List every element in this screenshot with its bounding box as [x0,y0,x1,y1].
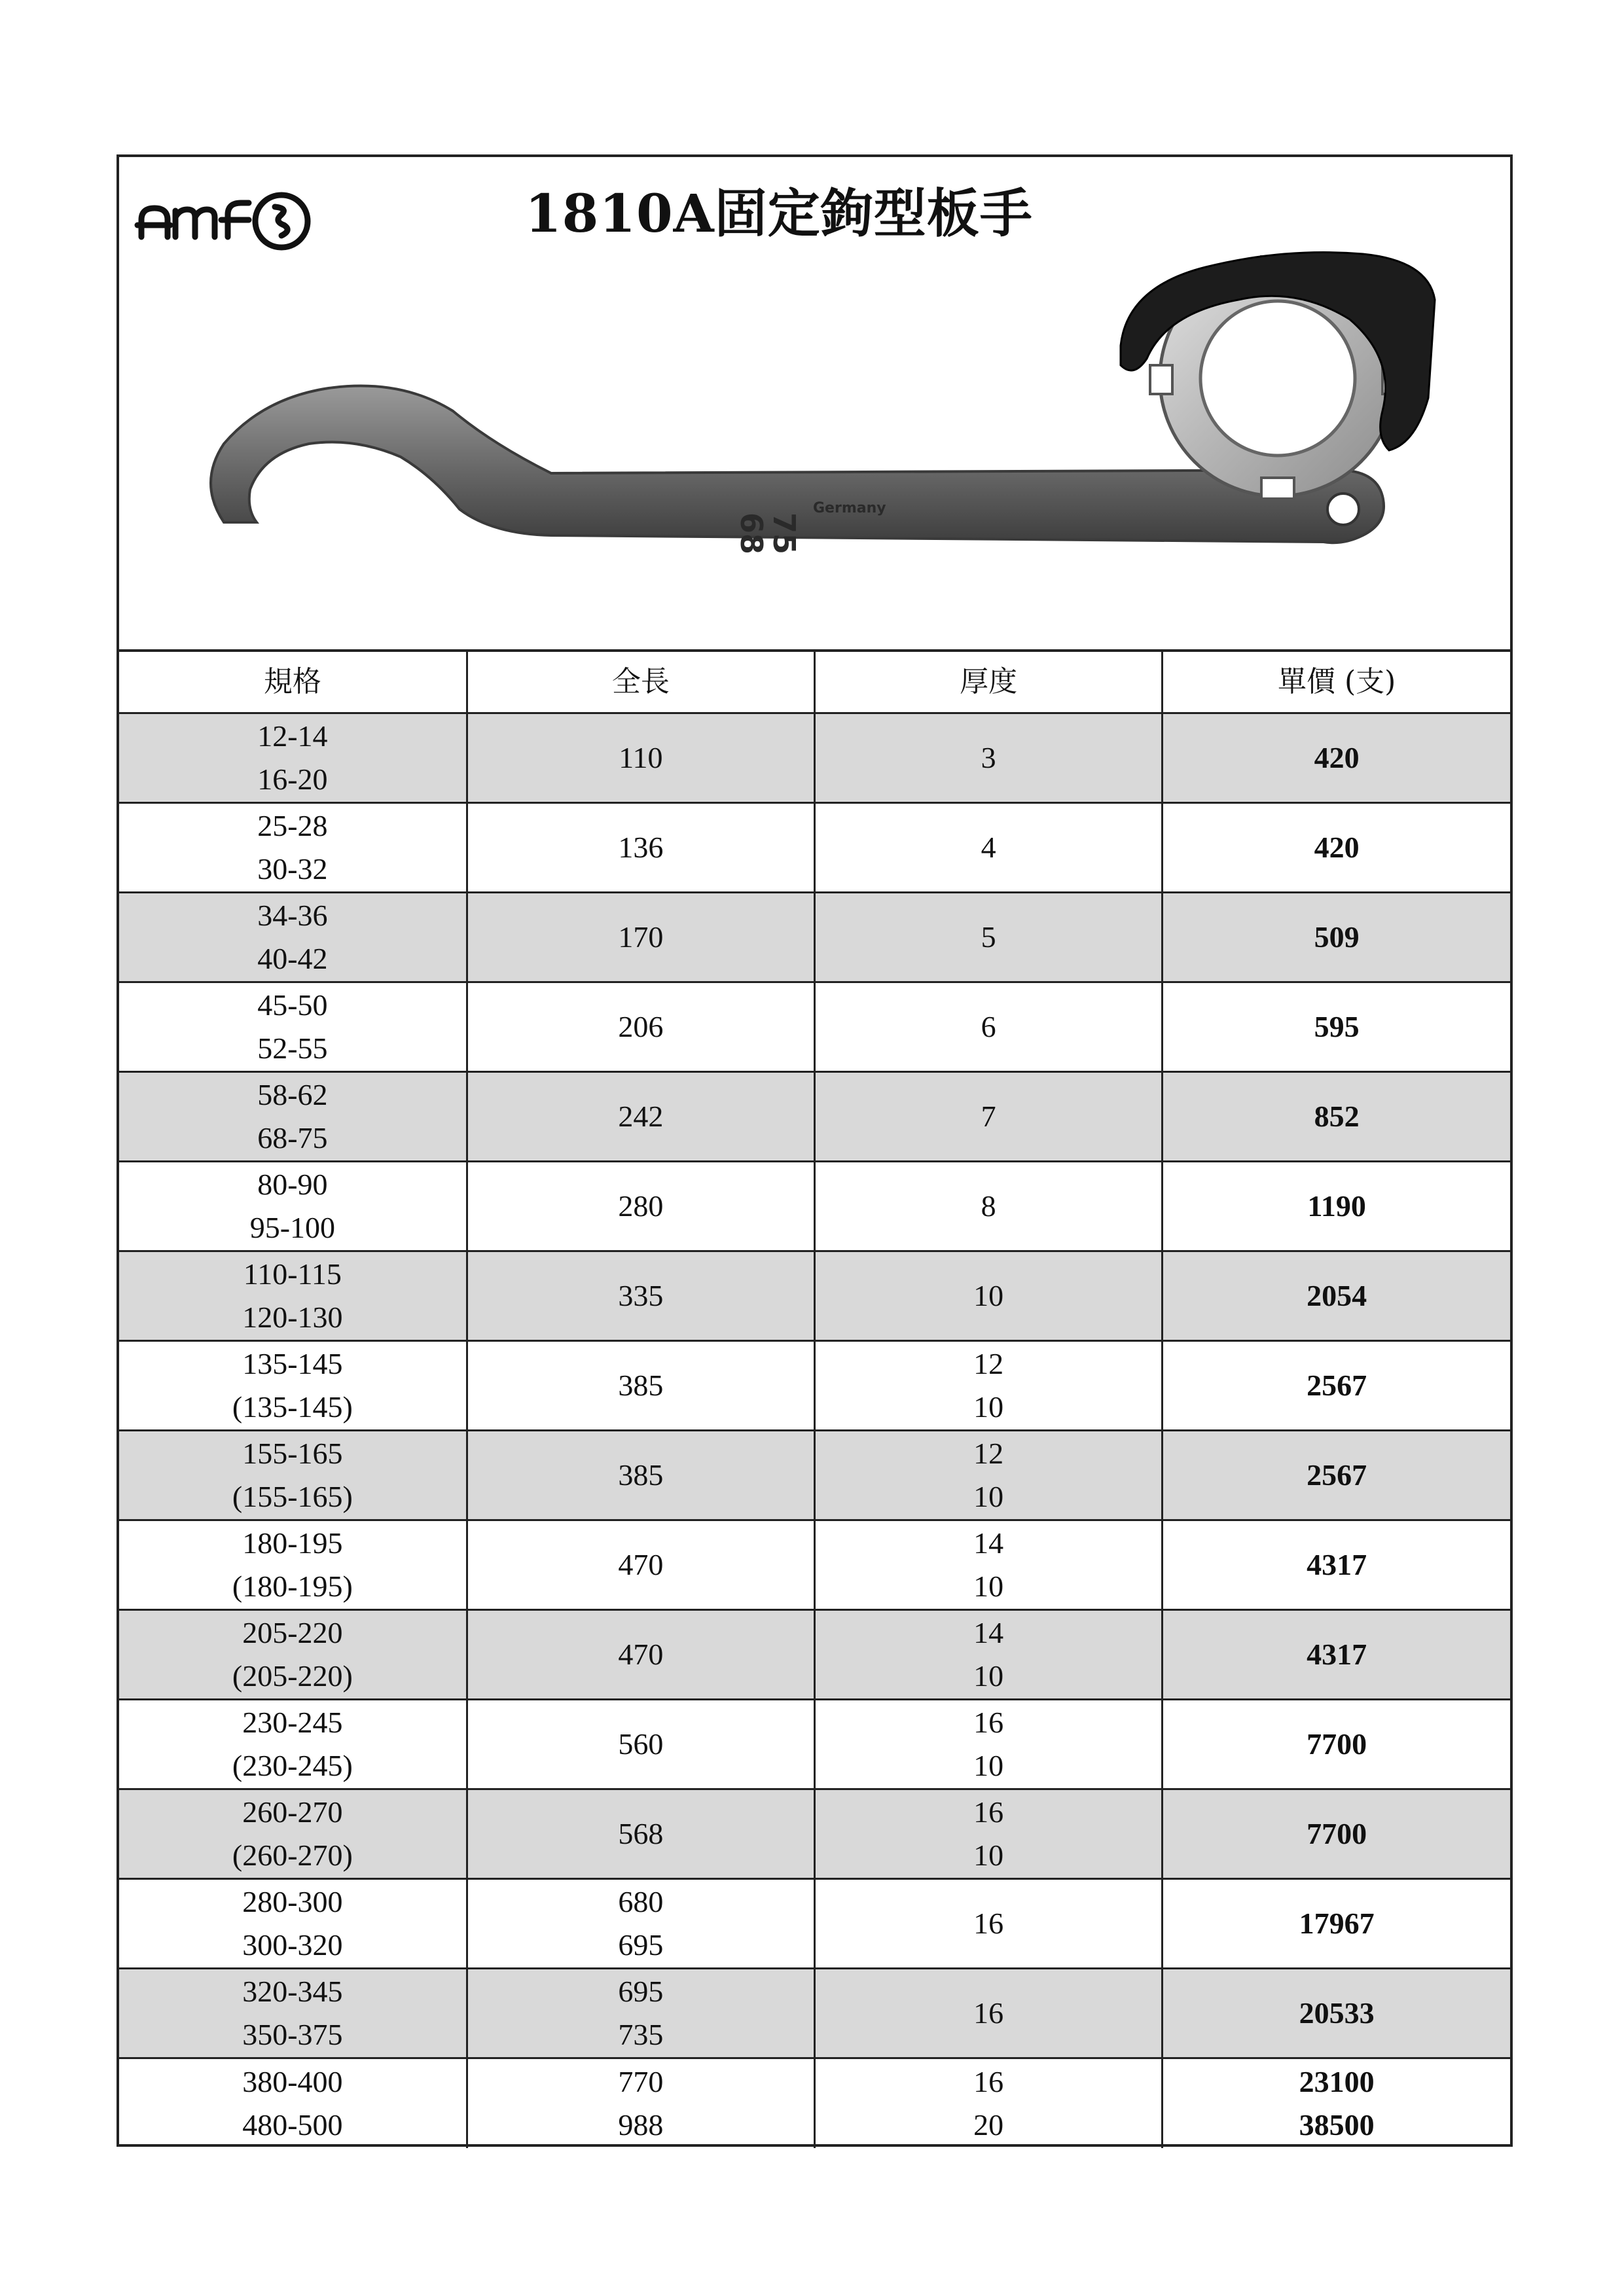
length-cell [467,1700,814,1789]
spec-cell-line: (230-245) [232,1749,353,1782]
thickness-cell [815,1789,1163,1879]
price-cell [1163,1700,1510,1789]
length-cell-line: 770 [618,2064,664,2098]
spec-cell [119,2058,467,2148]
amf-logo [132,174,329,259]
spec-cell-line: 180-195 [242,1526,343,1560]
spec-cell-line: 260-270 [242,1795,343,1829]
spec-cell-line: 58-62 [257,1078,328,1111]
hook-wrench-photo [185,247,1441,632]
length-cell-line: 680 [618,1885,664,1918]
spec-cell-line: (155-165) [232,1480,353,1513]
length-cell [467,982,814,1072]
thickness-cell [815,982,1163,1072]
spec-cell [119,1520,467,1610]
thickness-cell [815,803,1163,893]
length-cell [467,1520,814,1610]
thickness-cell-line: 7 [981,1100,996,1133]
price-cell [1163,713,1510,803]
spec-cell [119,1162,467,1251]
spec-cell-line: (180-195) [232,1570,353,1603]
price-cell-line: 7700 [1307,1817,1367,1850]
catalog-header [119,157,1510,649]
thickness-cell-line: 3 [981,741,996,774]
thickness-cell-line: 10 [973,1279,1004,1312]
spec-cell-line: 16-20 [257,762,328,796]
table-row [119,982,1510,1072]
price-cell-line: 7700 [1307,1727,1367,1761]
spec-cell-line: 300-320 [242,1928,343,1962]
length-cell-line: 136 [618,831,664,864]
price-cell [1163,1251,1510,1341]
table-row [119,713,1510,803]
price-cell-line: 4317 [1307,1638,1367,1671]
price-cell [1163,1789,1510,1879]
table-row [119,1072,1510,1162]
spec-cell [119,1789,467,1879]
thickness-cell-line: 4 [981,831,996,864]
spec-cell [119,893,467,982]
thickness-cell [815,1072,1163,1162]
spec-cell-line: 80-90 [257,1168,328,1201]
length-cell-line: 988 [618,2108,664,2142]
thickness-cell [815,1879,1163,1969]
length-cell [467,893,814,982]
thickness-cell [815,1431,1163,1520]
thickness-cell-line: 10 [973,1749,1004,1782]
table-row [119,1789,1510,1879]
table-row [119,893,1510,982]
table-row [119,2058,1510,2148]
thickness-cell-line: 14 [973,1526,1004,1560]
thickness-cell-line: 16 [973,1907,1004,1940]
spec-cell-line: 380-400 [242,2064,343,2098]
thickness-cell [815,1520,1163,1610]
table-row [119,1251,1510,1341]
price-cell-line: 420 [1314,741,1360,774]
length-cell-line: 470 [618,1638,664,1671]
page-title: 1810A固定鉤型板手 [525,183,1033,244]
price-table [119,649,1510,2148]
length-cell [467,1162,814,1251]
price-cell-line: 17967 [1299,1907,1375,1940]
column-header-thickness: 厚度 [815,651,1163,713]
thickness-cell [815,1700,1163,1789]
length-cell [467,1431,814,1520]
spec-cell-line: 25-28 [257,809,328,842]
length-cell [467,1969,814,2058]
length-cell-line: 110 [619,741,663,774]
thickness-cell-line: 20 [973,2108,1004,2142]
spec-cell-line: 110-115 [243,1257,342,1291]
length-cell [467,803,814,893]
price-cell [1163,1879,1510,1969]
spec-cell [119,1969,467,2058]
price-cell-line: 20533 [1299,1996,1375,2030]
thickness-cell-line: 16 [973,2064,1004,2098]
price-cell [1163,1610,1510,1700]
spec-cell-line: 12-14 [257,719,328,753]
length-cell-line: 470 [618,1548,664,1581]
spec-cell [119,1610,467,1700]
price-cell-line: 2567 [1307,1458,1367,1492]
thickness-cell-line: 12 [973,1347,1004,1380]
thickness-cell-line: 5 [981,920,996,954]
table-row [119,803,1510,893]
spec-cell-line: 280-300 [242,1885,343,1918]
thickness-cell [815,2058,1163,2148]
length-cell-line: 385 [618,1458,664,1492]
thickness-cell [815,1341,1163,1431]
thickness-cell [815,1969,1163,2058]
svg-text:Germany: Germany [813,500,886,516]
spec-cell-line: 320-345 [242,1975,343,2008]
spec-cell-line: 95-100 [249,1211,336,1244]
spec-cell-line: 205-220 [242,1616,343,1649]
thickness-cell-line: 8 [981,1189,996,1223]
length-cell [467,713,814,803]
spec-cell-line: 350-375 [242,2018,343,2051]
length-cell-line: 695 [618,1975,664,2008]
thickness-cell [815,1162,1163,1251]
spec-cell-line: (260-270) [232,1839,353,1872]
spec-cell [119,1341,467,1431]
price-cell [1163,803,1510,893]
price-cell-line: 852 [1314,1100,1360,1133]
column-header-length: 全長 [467,651,814,713]
spec-cell [119,1700,467,1789]
table-row [119,1520,1510,1610]
thickness-cell-line: 14 [973,1616,1004,1649]
price-cell [1163,2058,1510,2148]
spec-cell-line: 230-245 [242,1706,343,1739]
price-cell [1163,982,1510,1072]
length-cell [467,1341,814,1431]
length-cell-line: 335 [618,1279,664,1312]
spec-cell-line: (135-145) [232,1390,353,1424]
thickness-cell-line: 12 [973,1437,1004,1470]
length-cell-line: 280 [618,1189,664,1223]
spec-cell [119,1072,467,1162]
price-cell-line: 420 [1314,831,1360,864]
price-cell-line: 509 [1314,920,1360,954]
spec-cell [119,1879,467,1969]
length-cell-line: 242 [618,1100,664,1133]
thickness-cell [815,1610,1163,1700]
price-cell [1163,1162,1510,1251]
length-cell [467,1251,814,1341]
table-row [119,1610,1510,1700]
price-cell [1163,1431,1510,1520]
price-cell [1163,1072,1510,1162]
thickness-cell-line: 10 [973,1839,1004,1872]
svg-text:75: 75 [767,512,802,555]
spec-cell-line: 68-75 [257,1121,328,1155]
table-row [119,1431,1510,1520]
thickness-cell-line: 10 [973,1480,1004,1513]
spec-cell-line: 30-32 [257,852,328,886]
length-cell-line: 735 [618,2018,664,2051]
spec-cell [119,1431,467,1520]
spec-cell [119,713,467,803]
table-row [119,1341,1510,1431]
price-cell-line: 38500 [1299,2108,1375,2142]
spec-cell [119,803,467,893]
spec-cell-line: 40-42 [257,942,328,975]
length-cell [467,1610,814,1700]
spec-cell [119,982,467,1072]
thickness-cell [815,713,1163,803]
thickness-cell-line: 10 [973,1390,1004,1424]
brand-text: AMF [230,247,242,253]
thickness-cell [815,1251,1163,1341]
table-row [119,1162,1510,1251]
spec-cell-line: 155-165 [242,1437,343,1470]
thickness-cell [815,893,1163,982]
length-cell-line: 560 [618,1727,664,1761]
table-header-row [119,651,1510,713]
price-cell [1163,1969,1510,2058]
price-cell-line: 23100 [1299,2064,1375,2098]
price-cell-line: 4317 [1307,1548,1367,1581]
thickness-cell-line: 16 [973,1795,1004,1829]
table-row [119,1879,1510,1969]
column-header-spec: 規格 [119,651,467,713]
length-cell [467,1072,814,1162]
table-row [119,1700,1510,1789]
thickness-cell-line: 6 [981,1010,996,1043]
price-cell-line: 595 [1314,1010,1360,1043]
price-cell-line: 1190 [1307,1189,1366,1223]
length-cell-line: 170 [618,920,664,954]
price-cell-line: 2054 [1307,1279,1367,1312]
length-cell-line: 568 [618,1817,664,1850]
column-header-price: 單價 (支) [1163,651,1510,713]
spec-cell-line: 480-500 [242,2108,343,2142]
length-cell [467,1879,814,1969]
slotted-nut-icon [1121,253,1435,499]
spec-cell-line: 45-50 [257,988,328,1022]
thickness-cell-line: 10 [973,1659,1004,1693]
svg-text:68: 68 [734,512,769,555]
price-cell [1163,893,1510,982]
spec-cell-line: 135-145 [242,1347,343,1380]
spec-cell-line: 34-36 [257,899,328,932]
thickness-cell-line: 16 [973,1706,1004,1739]
catalog-sheet [117,154,1513,2147]
length-cell [467,2058,814,2148]
length-cell-line: 206 [618,1010,664,1043]
table-row [119,1969,1510,2058]
length-cell-line: 385 [618,1369,664,1402]
spec-cell-line: 52-55 [257,1031,328,1065]
price-cell [1163,1520,1510,1610]
spec-cell-line: (205-220) [232,1659,353,1693]
thickness-cell-line: 16 [973,1996,1004,2030]
spec-cell [119,1251,467,1341]
price-cell-line: 2567 [1307,1369,1367,1402]
length-cell [467,1789,814,1879]
price-cell [1163,1341,1510,1431]
length-cell-line: 695 [618,1928,664,1962]
thickness-cell-line: 10 [973,1570,1004,1603]
spec-cell-line: 120-130 [242,1300,343,1334]
